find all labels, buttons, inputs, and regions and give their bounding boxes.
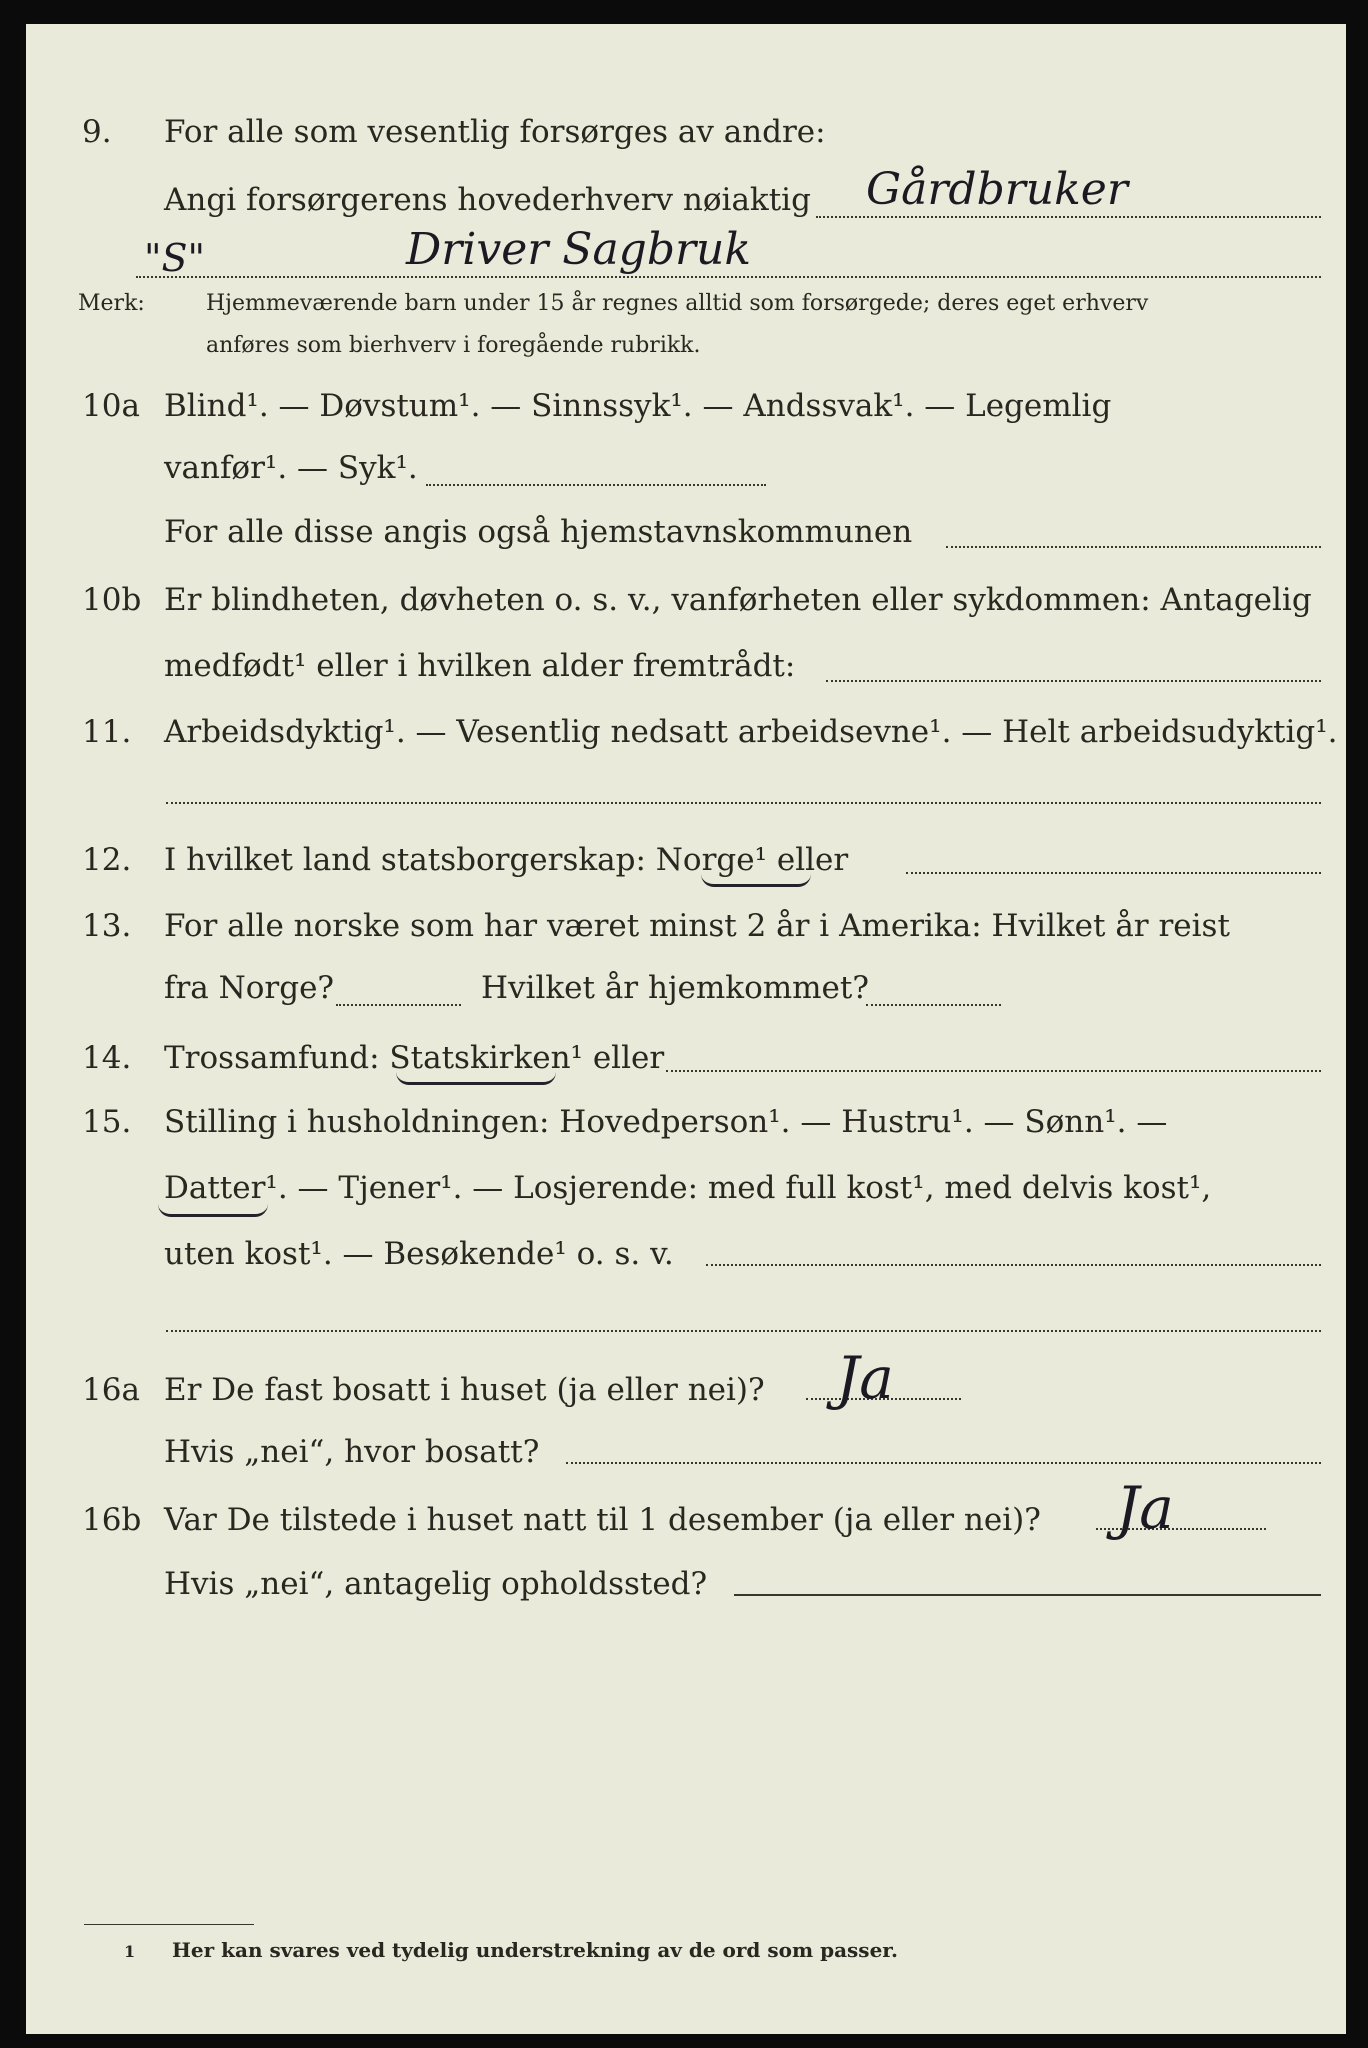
q15-answer-line — [706, 1264, 1321, 1266]
q13-line1 — [26, 896, 1346, 956]
q13-text: For alle norske som har været minst 2 år i Amerika: Hvilket år reist — [164, 908, 1230, 944]
q11-number: 11. — [82, 714, 132, 750]
q9-handwritten-ditto: "S" — [144, 236, 205, 280]
census-form-page — [26, 24, 1346, 2034]
q9-answer-line — [816, 216, 1321, 218]
q14-text: Trossamfund: Statskirken¹ eller — [164, 1040, 665, 1076]
merk-text-1: Hjemmeværende barn under 15 år regnes alltid som forsørgede; deres eget erhverv — [206, 291, 1149, 316]
q10a-line1 — [26, 376, 1346, 436]
q16a-text: Er De fast bosatt i huset (ja eller nei)? — [164, 1372, 765, 1408]
q9-line2 — [26, 170, 1346, 230]
q15-text: Stilling i husholdningen: Hovedperson¹. — Hustru¹. — Sønn¹. — — [164, 1104, 1168, 1140]
q12-line1 — [26, 830, 1346, 890]
q10b-line1 — [26, 570, 1346, 630]
q9-line1 — [26, 102, 1346, 162]
q13-text-2b: Hvilket år hjemkommet? — [481, 970, 869, 1006]
q15-answer-line-2 — [166, 1330, 1321, 1332]
q16a-bosatt-line — [566, 1462, 1321, 1464]
q9-handwritten-answer-2: Driver Sagbruk — [406, 224, 752, 275]
q16b-text-2: Hvis „nei“, antagelig opholdssted? — [164, 1566, 708, 1602]
q16b-number: 16b — [82, 1502, 142, 1538]
q9-answer-line-2 — [136, 276, 1321, 278]
footnote-mark: 1 — [124, 1942, 136, 1961]
q9-handwritten-answer: Gårdbruker — [866, 164, 1128, 215]
q15-number: 15. — [82, 1104, 132, 1140]
q15-text-3: uten kost¹. — Besøkende¹ o. s. v. — [164, 1236, 674, 1272]
merk-label: Merk: — [78, 291, 145, 316]
q16a-text-2: Hvis „nei“, hvor bosatt? — [164, 1434, 540, 1470]
q15-line1 — [26, 1092, 1346, 1152]
merk-text-2: anføres som bierhverv i foregående rubrikk. — [206, 333, 701, 358]
q10b-answer-line — [826, 680, 1321, 682]
q15-line3 — [26, 1224, 1346, 1284]
q13-hjemkommet-line — [866, 1004, 1001, 1006]
footnote-rule — [84, 1924, 254, 1925]
q10b-text-2: medfødt¹ eller i hvilken alder fremtrådt: — [164, 648, 796, 684]
q16a-handwritten-answer: Ja — [836, 1344, 894, 1412]
q10b-line2 — [26, 636, 1346, 696]
q14-line1 — [26, 1028, 1346, 1088]
q12-number: 12. — [82, 842, 132, 878]
q9-occupation-label: Angi forsørgerens hovederhverv nøiaktig — [164, 182, 811, 218]
q12-norge-underline — [701, 874, 811, 887]
q10a-answer-line — [426, 484, 766, 486]
q10b-text: Er blindheten, døvheten o. s. v., vanførheten eller sykdommen: Antagelig — [164, 582, 1312, 618]
q14-number: 14. — [82, 1040, 132, 1076]
q10a-answer-line-2 — [946, 546, 1321, 548]
q10a-text: Blind¹. — Døvstum¹. — Sinnssyk¹. — Andssvak¹. — Legemlig — [164, 388, 1112, 424]
q10a-text-3: For alle disse angis også hjemstavnskommunen — [164, 514, 913, 550]
q15-datter-underline — [158, 1204, 268, 1217]
q9-text: For alle som vesentlig forsørges av andre: — [164, 114, 826, 150]
q16b-line2 — [26, 1554, 1346, 1614]
q11-line1 — [26, 702, 1346, 762]
q14-statskirken-underline — [396, 1072, 556, 1085]
q10a-text-2: vanfør¹. — Syk¹. — [164, 450, 418, 486]
q12-answer-line — [906, 872, 1321, 874]
q13-number: 13. — [82, 908, 132, 944]
q12-text: I hvilket land statsborgerskap: Norge¹ eller — [164, 842, 849, 878]
q11-text: Arbeidsdyktig¹. — Vesentlig nedsatt arbeidsevne¹. — Helt arbeidsudyktig¹. — [164, 714, 1338, 750]
q10b-number: 10b — [82, 582, 142, 618]
q16b-opholdssted-line — [734, 1594, 1321, 1596]
q16a-line1 — [26, 1360, 1346, 1420]
q13-reist-line — [336, 1004, 461, 1006]
q9-number: 9. — [82, 114, 112, 150]
q16a-line2 — [26, 1422, 1346, 1482]
q10a-number: 10a — [82, 388, 140, 424]
q10a-line2 — [26, 438, 1346, 498]
q16a-number: 16a — [82, 1372, 140, 1408]
q14-answer-line — [666, 1070, 1321, 1072]
q10a-line3 — [26, 502, 1346, 562]
q13-line2 — [26, 958, 1346, 1018]
q15-text-2: Datter¹. — Tjener¹. — Losjerende: med full kost¹, med delvis kost¹, — [164, 1170, 1212, 1206]
q11-answer-line — [166, 802, 1321, 804]
footnote-text: Her kan svares ved tydelig understrekning av de ord som passer. — [172, 1938, 898, 1962]
q16b-handwritten-answer: Ja — [1116, 1474, 1174, 1542]
q13-text-2a: fra Norge? — [164, 970, 335, 1006]
q16b-text: Var De tilstede i huset natt til 1 desember (ja eller nei)? — [164, 1502, 1041, 1538]
